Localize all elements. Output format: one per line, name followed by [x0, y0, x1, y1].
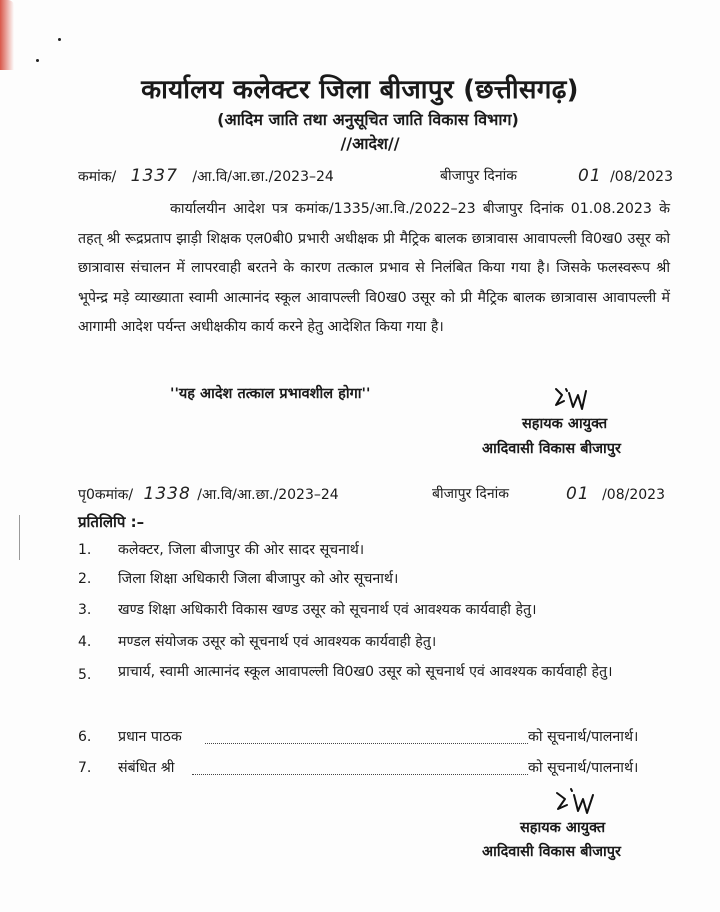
copy-item-text-start: संबंधित श्री — [118, 760, 175, 776]
copy-item-text: कलेक्टर, जिला बीजापुर की ओर सादर सूचनार्थ। — [118, 542, 365, 558]
copy-item-number: 7. — [78, 760, 92, 776]
red-corner-mark — [0, 0, 14, 70]
signatory-designation: सहायक आयुक्त — [522, 416, 608, 432]
office-title: कार्यालय कलेक्टर जिला बीजापुर (छत्तीसगढ़) — [141, 75, 579, 105]
copy-item-text: प्राचार्य, स्वामी आत्मानंद स्कूल आवापल्ली वि0ख0 उसूर को सूचनार्थ एवं आवश्यक कार्यवाही हेतु। — [118, 664, 613, 680]
endorsement-number-handwritten: 1338 — [143, 484, 191, 504]
fill-in-blank — [205, 742, 528, 744]
copy-item-text: मण्डल संयोजक उसूर को सूचनार्थ एवं आवश्यक कार्यवाही हेतु। — [118, 634, 437, 650]
order-date-month-year: /08/2023 — [610, 169, 673, 185]
order-date-day-handwritten: 01 — [578, 166, 602, 186]
endorsement-date-month-year: /08/2023 — [602, 487, 665, 503]
copy-item-number: 4. — [78, 634, 92, 650]
effect-statement: ''यह आदेश तत्काल प्रभावशील होगा'' — [170, 386, 371, 402]
endorsement-number-line — [78, 484, 339, 504]
order-number-prefix: कमांक/ — [78, 169, 117, 185]
order-number-line — [78, 166, 334, 186]
copy-item-text: खण्ड शिक्षा अधिकारी विकास खण्ड उसूर को सूचनार्थ एवं आवश्यक कार्यवाही हेतु। — [118, 602, 537, 618]
signature-icon — [550, 383, 590, 413]
order-number-suffix: /आ.वि/आ.छा./2023–24 — [192, 169, 334, 185]
order-body-text: कार्यालयीन आदेश पत्र कमांक/1335/आ.वि./2022–23 बीजापुर दिनांक 01.08.2023 के तहत् श्री रूद्रप्रताप झाड़ी शिक्षक एल0बी0 प्रभारी अधीक्षक प्री मैट्रिक बालक छात्रावास आवापल्ली वि0ख0 उसूर को छात्रावास संचालन में लापरवाही बरतने के कारण तत्काल प्रभाव से निलंबित किया गया है। जिसके फलस्वरूप श्री भूपेन्द्र मड़े व्याख्याता स्वामी आत्मानंद स्कूल आवापल्ली वि0ख0 उसूर को प्री मैट्रिक बालक छात्रावास आवापल्ली में आगामी आदेश पर्यन्त अधीक्षकीय कार्य करने हेतु आदेशित किया गया है। — [78, 201, 670, 335]
signatory-office: आदिवासी विकास बीजापुर — [482, 441, 621, 457]
copy-to-heading: प्रतिलिपि :– — [78, 513, 145, 531]
copy-item-number: 3. — [78, 602, 92, 618]
copy-item-number: 6. — [78, 729, 92, 745]
endorsement-number-prefix: पृ0कमांक/ — [78, 487, 134, 503]
endorsement-date — [566, 484, 665, 504]
signatory-office: आदिवासी विकास बीजापुर — [482, 844, 621, 860]
copy-item-number: 1. — [78, 542, 92, 558]
margin-mark — [19, 515, 20, 560]
endorsement-number-suffix: /आ.वि/आ.छा./2023–24 — [197, 487, 339, 503]
copy-item-text-end: को सूचनार्थ/पालनार्थ। — [528, 729, 639, 745]
paper-speck — [58, 38, 61, 41]
copy-item-text-start: प्रधान पाठक — [118, 729, 182, 745]
copy-item-number: 2. — [78, 571, 92, 587]
order-heading: //आदेश// — [340, 134, 400, 153]
fill-in-blank — [192, 773, 528, 775]
order-place-date-label: बीजापुर दिनांक — [440, 168, 517, 184]
signatory-designation: सहायक आयुक्त — [520, 820, 606, 836]
department-subtitle: (आदिम जाति तथा अनुसूचित जाति विकास विभाग) — [217, 110, 519, 129]
order-body-paragraph — [78, 195, 670, 343]
copy-item-number: 5. — [78, 667, 92, 683]
copy-item-text-end: को सूचनार्थ/पालनार्थ। — [528, 760, 639, 776]
order-date — [578, 166, 673, 186]
paper-speck — [36, 59, 39, 62]
endorsement-place-date-label: बीजापुर दिनांक — [432, 486, 509, 502]
order-number-handwritten: 1337 — [130, 166, 178, 186]
copy-item-text: जिला शिक्षा अधिकारी जिला बीजापुर को ओर सूचनार्थ। — [118, 571, 399, 587]
signature-icon — [553, 785, 595, 817]
endorsement-date-day-handwritten: 01 — [566, 484, 590, 504]
